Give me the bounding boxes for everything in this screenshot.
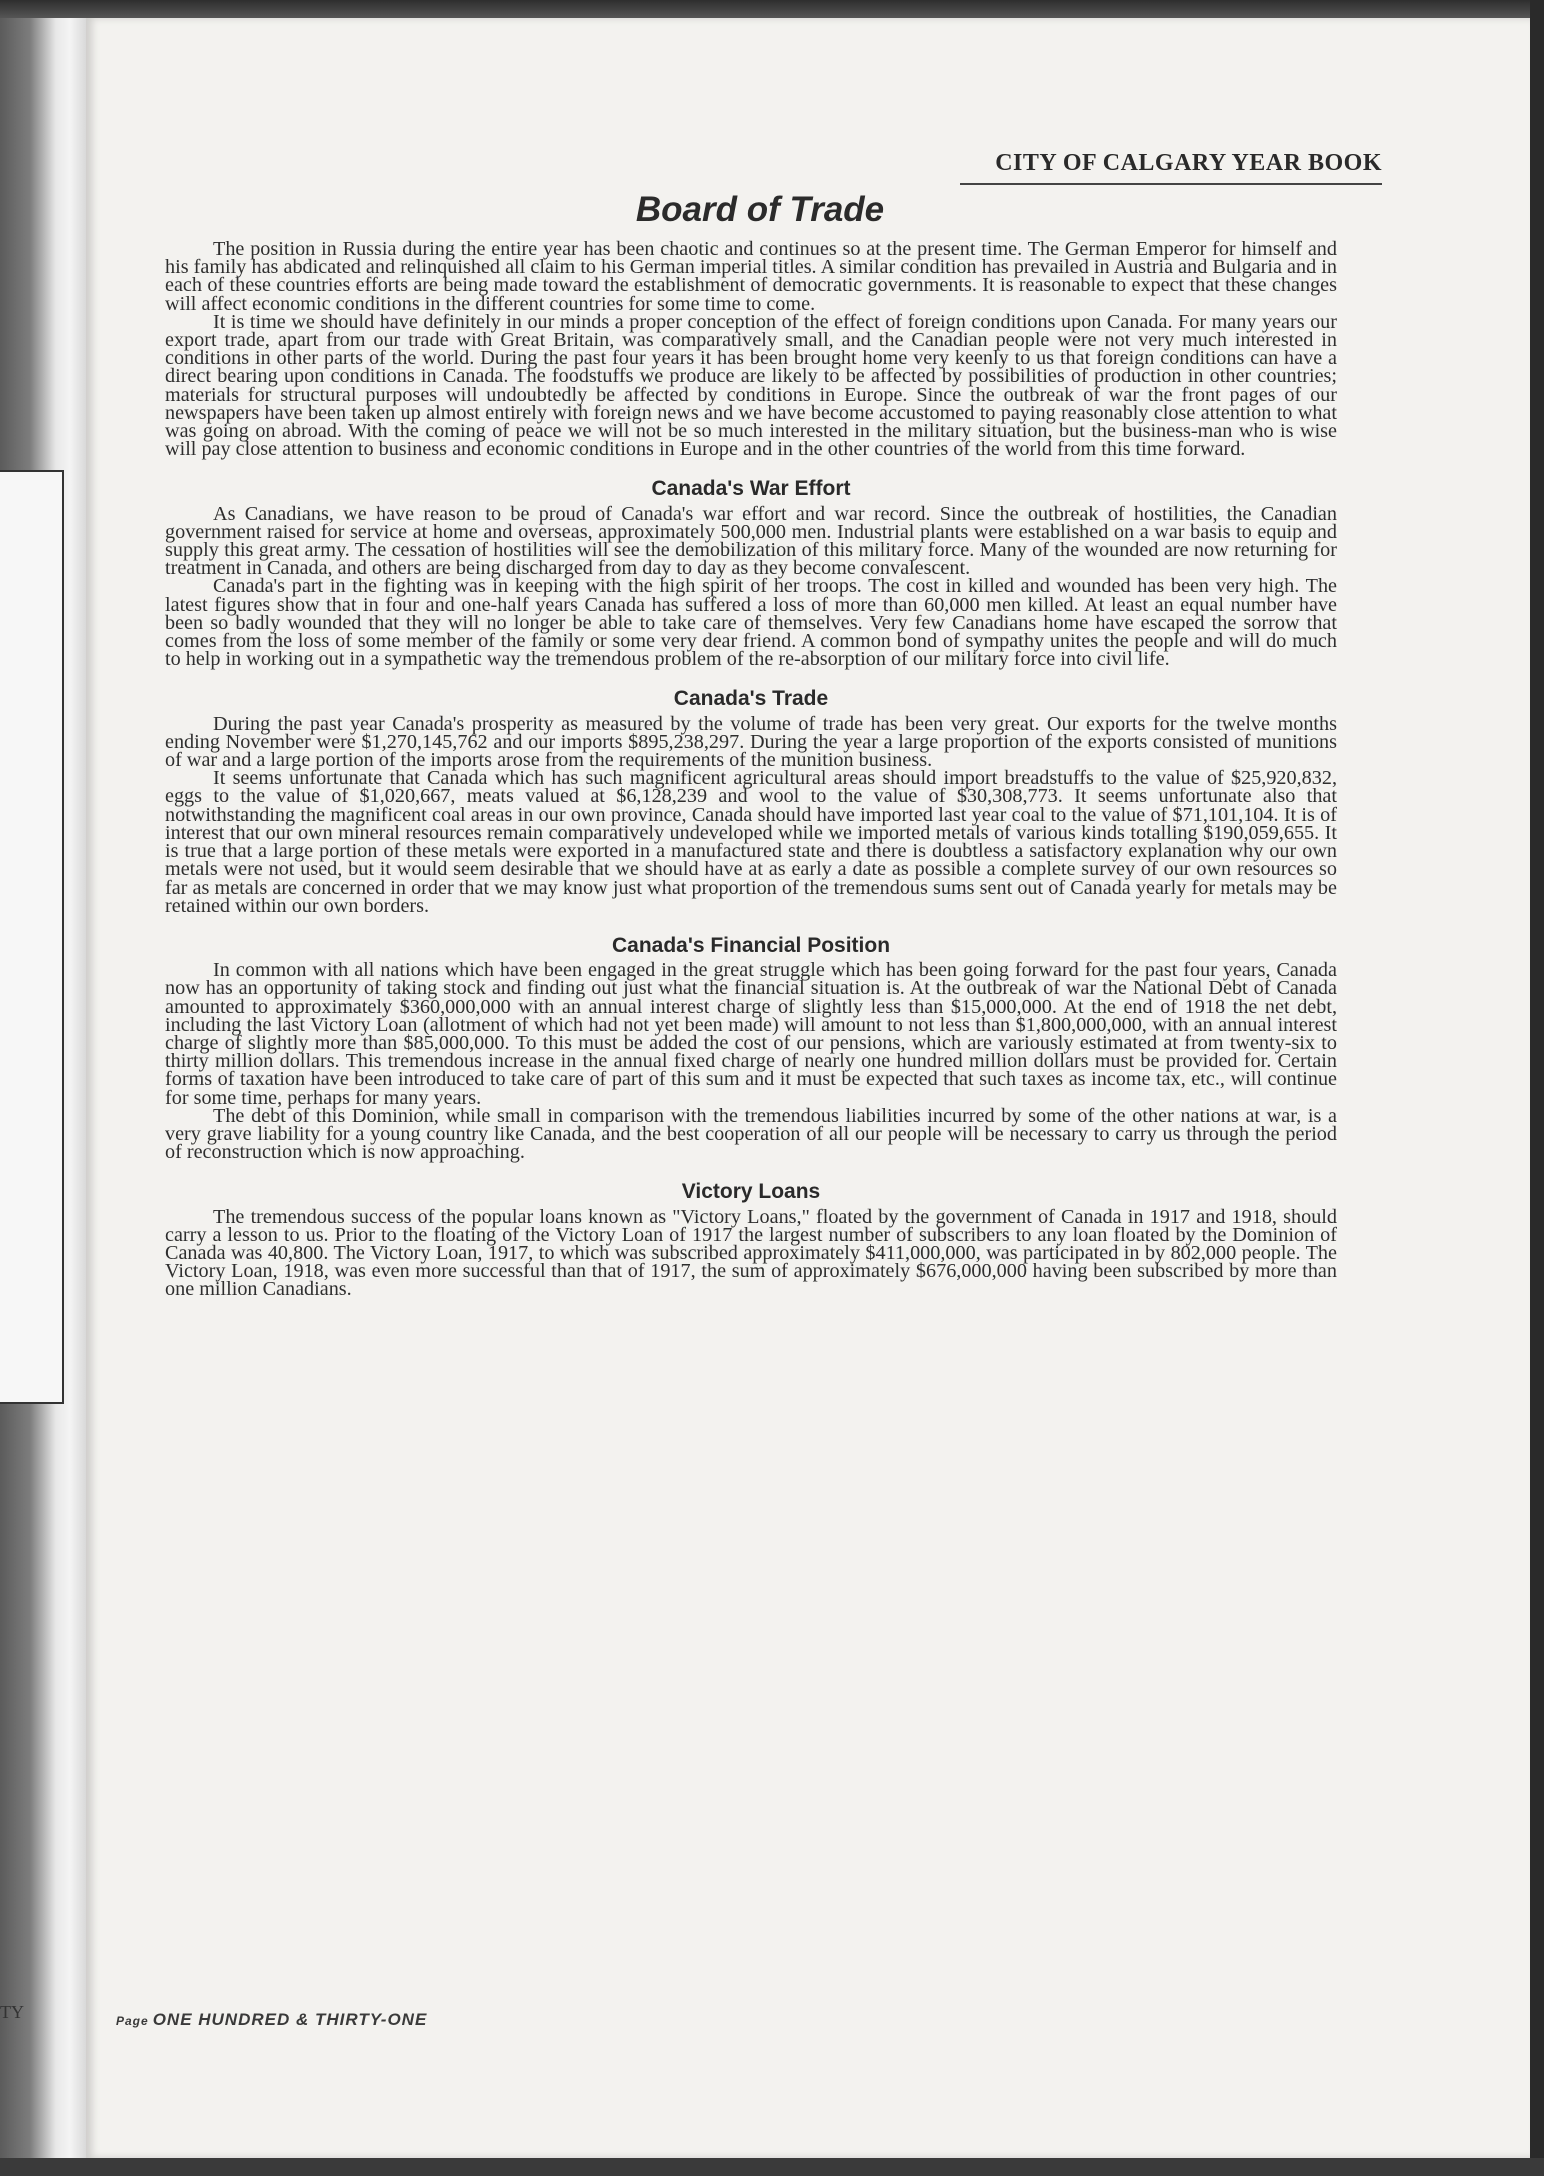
section-paragraph: It seems unfortunate that Canada which has such magnificent agricultural areas should import breadstuffs to the value of $25,920,832, eggs to the value of $1,020,667, meats valued at $6,128,239 and wool to the value of $30,308,773. It seems unfortunate also that notwithstanding the magnificent coal areas in our own province, Canada should have imported last year coal to the value of $71,101,104. It is of interest that our own mineral resources remain comparatively undeveloped while we imported metals of various kinds totalling $190,059,655. It is true that a large portion of these metals were exported in a manufactured state and there is doubtless a satisfactory explanation why our own metals were not used, but it would seem desirable that we should have at as early a date as possible a complete survey of our own resources so far as metals are concerned in order that we may know just what proportion of the tremendous sums sent out of Canada yearly for metals may be retained within our own borders. [165,767,1337,917]
section-heading-victory-loans: Victory Loans [681,1180,821,1204]
scan-border-right [1530,0,1544,2176]
section-heading-financial-position: Canada's Financial Position [611,933,891,957]
facing-page-fragment: TY [0,2002,24,2022]
facing-page-frame [0,470,64,1404]
section-paragraph: In common with all nations which have been engaged in the great struggle which has been going forward for the past four years, Canada now has an opportunity of taking stock and finding out just what the financial situation is. At the outbreak of war the National Debt of Canada amounted to approximately $360,000,000 with an annual interest charge of slightly less than $15,000,000. At the end of 1918 the net debt, including the last Victory Loan (allotment of which had not yet been made) will amount to not less than $1,800,000,000, with an annual interest charge of slightly more than $85,000,000. To this must be added the cost of our pensions, which are variously estimated at from twenty-six to thirty million dollars. This tremendous increase in the annual fixed charge of nearly one hundred million dollars must be provided for. Certain forms of taxation have been introduced to take care of part of this sum and it must be expected that such taxes as income tax, etc., will continue for some time, perhaps for many years. [165,959,1337,1109]
section-paragraph: The debt of this Dominion, while small in comparison with the tremendous liabilities incurred by some of the other nations at war, is a very grave liability for a young country like Canada, and the best cooperation of all our people will be necessary to carry us through the period of reconstruction which is now approaching. [165,1104,1337,1164]
page-title: Board of Trade [635,190,885,229]
scan-border-top [0,0,1544,18]
page-number-label: ONE HUNDRED & THIRTY-ONE [152,2010,428,2029]
section-heading-war-effort: Canada's War Effort [651,477,851,501]
article-body [165,240,1337,1299]
section-heading-trade: Canada's Trade [673,687,829,711]
running-header: CITY OF CALGARY YEAR BOOK [960,150,1382,185]
page-footer [116,2010,427,2030]
intro-paragraph: It is time we should have definitely in our minds a proper conception of the effect of foreign conditions upon Canada. For many years our export trade, apart from our trade with Great Britain, was comparatively small, and the Canadian people were not very much interested in conditions in other parts of the world. During the past four years it has been brought home very keenly to us that foreign conditions can have a direct bearing upon conditions in Canada. The foodstuffs we produce are likely to be affected by possibilities of production in other countries; materials for structural purposes will undoubtedly be affected by conditions in Europe. Since the outbreak of war the front pages of our newspapers have been taken up almost entirely with foreign news and we have become accustomed to paying reasonably close attention to what was going on abroad. With the coming of peace we will not be so much interested in the military situation, but the business-man who is wise will pay close attention to business and economic conditions in Europe and in the other countries of the world from this time forward. [165,310,1337,461]
intro-paragraph: The position in Russia during the entire year has been chaotic and continues so at the present time. The German Emperor for himself and his family has abdicated and relinquished all claim to his German imperial titles. A similar condition has prevailed in Austria and Bulgaria and in each of these countries efforts are being made toward the establishment of democratic governments. It is reasonable to expect that these changes will affect economic conditions in the different countries for some time to come. [165,238,1337,315]
section-paragraph: As Canadians, we have reason to be proud of Canada's war effort and war record. Since the outbreak of hostilities, the Canadian government raised for service at home and overseas, approximately 500,000 men. Industrial plants were established on a war basis to equip and supply this great army. The cessation of hostilities will see the demobilization of this military force. Many of the wounded are now returning for treatment in Canada, and others are being discharged from day to day as they become convalescent. [165,502,1337,580]
scan-border-bottom [0,2158,1544,2176]
section-paragraph: Canada's part in the fighting was in keeping with the high spirit of her troops. The cost in killed and wounded has been very high. The latest figures show that in four and one-half years Canada has suffered a loss of more than 60,000 men killed. At least an equal number have been so badly wounded that they will no longer be able to take care of themselves. Very few Canadians home have escaped the sorrow that comes from the loss of some member of the family or some very dear friend. A common bond of sympathy unites the people and will do much to help in working out in a sympathetic way the tremendous problem of the re-absorption of our military force into civil life. [165,575,1337,671]
section-paragraph: During the past year Canada's prosperity as measured by the volume of trade has been very great. Our exports for the twelve months ending November were $1,270,145,762 and our imports $895,238,297. During the year a large proportion of the exports consisted of munitions of war and a large portion of the imports arose from the requirements of the munition business. [165,712,1337,772]
section-paragraph: The tremendous success of the popular loans known as "Victory Loans," floated by the government of Canada in 1917 and 1918, should carry a lesson to us. Prior to the floating of the Victory Loan of 1917 the largest number of subscribers to any loan floated by the Dominion of Canada was 40,800. The Victory Loan, 1917, to which was subscribed approximately $411,000,000, was participated in by 802,000 people. The Victory Loan, 1918, was even more successful than that of 1917, the sum of approximately $676,000,000 having been subscribed by more than one million Canadians. [165,1205,1337,1301]
page-prefix: Page [116,2014,149,2028]
